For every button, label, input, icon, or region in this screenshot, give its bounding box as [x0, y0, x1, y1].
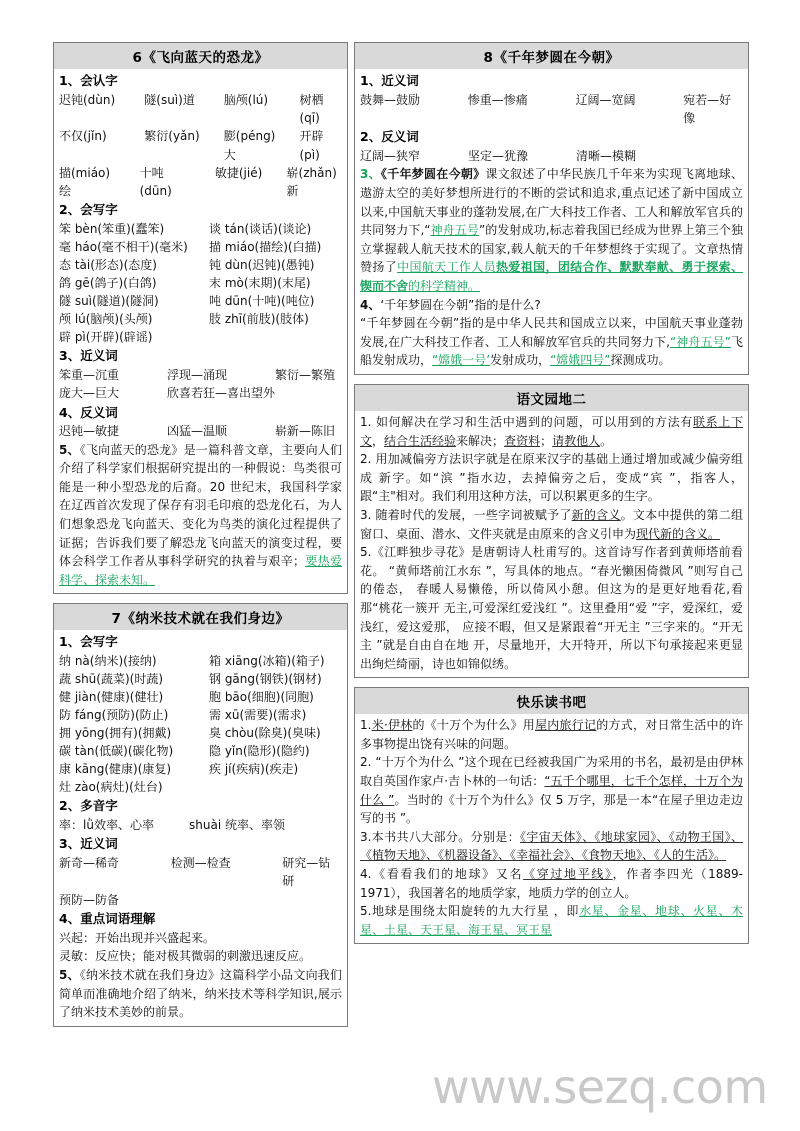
- write-char-cell: 臭 chòu(除臭)(臭味): [209, 726, 321, 741]
- write-char-row: [59, 742, 342, 760]
- char-cell: 树栖(qī): [299, 92, 324, 126]
- synonym-cell: 辽阔—宽阔: [575, 92, 636, 107]
- item-text: 本书共八大部分。分别是：: [371, 829, 520, 844]
- char-cell: 繁衍(yǎn): [144, 129, 200, 144]
- write-char-row: [59, 220, 342, 238]
- summary-text: 《纳米技术就在我们身边》这篇科学小品文向我们简单而准确地介绍了纳米，纳米技术等科学知识,展示了纳米技术美妙的前景。: [59, 967, 342, 1020]
- char-row: [59, 127, 342, 163]
- list-item: [360, 716, 743, 753]
- highlighted-text: “神舟五号”: [670, 334, 731, 349]
- panel-title-lesson-8: 8《千年梦圆在今朝》: [355, 43, 748, 69]
- antonym-cell: 清晰—模糊: [576, 149, 637, 164]
- panel-body-lesson-6: [54, 69, 347, 593]
- write-char-cell: 纳 nà(纳米)(接纳): [59, 654, 157, 669]
- item-number: 3.: [360, 507, 372, 522]
- antonym-cell: 迟钝—敏捷: [59, 424, 120, 439]
- answer-text: 飞船发射成功，: [360, 334, 743, 368]
- list-item: [360, 753, 743, 827]
- write-char-row: [59, 292, 342, 310]
- list-item: [360, 902, 743, 939]
- item-text: “十万个为什么 ”这个现在已经被我国广为采用的书名，最初是由伊林 取自英国作家卢·吉卜林的一句话：: [360, 755, 743, 789]
- char-row: [59, 91, 342, 127]
- item-number: 1.: [360, 718, 372, 733]
- write-char-row: [59, 310, 342, 328]
- section-title-polyphones: 2、多音字: [59, 798, 118, 814]
- item-text: 如何解决在学习和生活中遇到的问题，可以用到的方法有: [371, 414, 693, 429]
- antonym-row: [360, 147, 743, 165]
- left-column: [53, 42, 348, 1027]
- item-text: 。: [600, 433, 613, 448]
- summary-text: 课文叙述了中华民族几千年来为实现飞离地球、遨游太空的美好梦想所进行的不断的尝试和追求,重点记述了新中国成立以来,中国航天事业的蓬勃发展,在广大科技工作者、工人和解放军官兵的共同努力下,“: [360, 167, 743, 238]
- highlighted-text: “嫦娥一号’: [432, 353, 491, 368]
- underlined-text: 结合生活经验: [384, 433, 457, 448]
- item-number: 2.: [360, 452, 372, 467]
- synonym-cell: 预防—防备: [59, 892, 120, 907]
- write-char-row: [59, 256, 342, 274]
- underlined-text: 新的含义: [571, 507, 621, 522]
- synonym-cell: 繁衍—繁殖: [275, 368, 336, 383]
- section-title-key-words: 4、重点词语理解: [59, 910, 156, 926]
- underlined-text: 《宇宙天体》、《地球家园》、《动物王国》、《植物天地》、《机器设备》、《幸福社会》、《食物天地》、《人的生活》。: [360, 829, 743, 863]
- panel-kuaile-dushuba: [354, 687, 749, 944]
- write-char-cell: 防 fáng(预防)(防止): [59, 708, 169, 723]
- answer-text: 发射成功，: [490, 353, 551, 368]
- char-row: [59, 164, 342, 200]
- write-char-cell: 康 kāng(健康)(康复): [59, 762, 172, 777]
- synonym-cell: 笨重—沉重: [59, 368, 120, 383]
- underlined-text: “五千个哪里，七千个怎样，十万个为什么 ”: [360, 774, 743, 807]
- write-char-row: [59, 724, 342, 742]
- write-char-cell: 胞 bāo(细胞)(同胞): [209, 690, 314, 705]
- write-char-cell: 钢 gāng(钢铁)(钢材): [209, 672, 322, 687]
- synonym-cell: 欣喜若狂—喜出望外: [167, 386, 276, 401]
- item-number: 3、: [360, 167, 381, 182]
- write-char-cell: 谈 tán(谈话)(谈论): [209, 222, 312, 237]
- write-char-cell: 拥 yōng(拥有)(拥戴): [59, 726, 172, 741]
- list-item: [360, 865, 743, 902]
- item-text: 地球是围绕太阳旋转的九大行星 ，即: [371, 904, 580, 919]
- write-char-cell: 健 jiàn(健康)(健壮): [59, 690, 164, 705]
- panel-lesson-7: [53, 603, 348, 1026]
- item-number: 3.: [360, 829, 372, 844]
- antonym-cell: 崭新—陈旧: [275, 424, 336, 439]
- write-char-row: [59, 688, 342, 706]
- item-number: 5、: [59, 967, 80, 982]
- char-cell: 脑颅(lú): [223, 92, 269, 107]
- write-char-cell: 箱 xiāng(冰箱)(箱子): [209, 654, 325, 669]
- synonym-cell: 检测—检查: [170, 856, 231, 871]
- char-cell: 开辟(pì): [299, 129, 324, 162]
- underlined-text: 屋内旅行记: [535, 718, 597, 733]
- section-title-antonyms: 4、反义词: [59, 404, 118, 420]
- book-title: 《千年梦圆在今朝》: [380, 167, 486, 182]
- write-char-cell: 鸽 gē(鸽子)(白鸽): [59, 276, 157, 291]
- antonym-cell: 凶猛—温顺: [167, 424, 228, 439]
- panel-title-lesson-6: 6《飞向蓝天的恐龙》: [54, 43, 347, 69]
- item-number: 5.: [360, 545, 372, 560]
- write-char-cell: 颅 lú(脑颅)(头颅): [59, 312, 153, 327]
- antonym-row: [59, 422, 342, 440]
- item-text: 。文本中提供的第二组窗口、桌面、潜水、文件夹就是由原来的含义引申为: [360, 507, 743, 541]
- list-item: [360, 413, 743, 450]
- panel-body-lesson-8: [355, 69, 748, 374]
- panel-lesson-6: [53, 42, 348, 594]
- highlighted-bold-text: 热爱祖国，团结合作、默默奉献、勇于探索、锲而不舍: [360, 260, 743, 294]
- summary-text: ”的发射成功,标志着我国已经成为世界上第三个独立掌握载人航天技术的国家,载人航天的千年梦想终于实现了。文章热情赞扬了: [360, 223, 743, 275]
- write-char-cell: 吨 dūn(十吨)(吨位): [209, 294, 315, 309]
- write-char-cell: 疾 jí(疾病)(疾走): [209, 762, 299, 777]
- section-title-write-chars: 1、会写字: [59, 634, 118, 650]
- char-cell: 迟钝(dùn): [59, 92, 116, 107]
- item-text: ，: [372, 433, 385, 448]
- write-char-row: [59, 274, 342, 292]
- write-char-row: [59, 760, 342, 778]
- item-text: 随着时代的发展，一些字词被赋予了: [371, 507, 572, 522]
- write-char-cell: 蔬 shū(蔬菜)(时蔬): [59, 672, 164, 687]
- synonym-cell: 鼓舞—鼓励: [360, 92, 421, 107]
- section-title-synonyms: 3、近义词: [59, 836, 118, 852]
- write-char-cell: 毫 háo(毫不相干)(毫米): [59, 240, 188, 255]
- panel-body-yuwen-yuandi: [355, 411, 748, 677]
- char-cell: 十吨(dūn): [139, 165, 172, 199]
- synonym-row: [360, 91, 743, 127]
- underlined-text: 现代新的含义。: [636, 526, 721, 541]
- panel-title-yuwen-yuandi: 语文园地二: [355, 385, 748, 411]
- item-text: 《看看我们的地球》又名: [371, 867, 524, 882]
- highlighted-text: 的科学精神。: [408, 279, 481, 294]
- polyphone-row: [59, 816, 342, 834]
- write-char-row: [59, 778, 342, 796]
- question-paragraph-lesson-8: [360, 296, 743, 315]
- highlighted-text: 神舟五号: [430, 223, 479, 238]
- panel-title-kuaile-dushuba: 快乐读书吧: [355, 688, 748, 714]
- char-cell: 敏捷(jié): [214, 165, 263, 180]
- write-char-cell: 碳 tàn(低碳)(碳化物): [59, 744, 174, 759]
- write-char-cell: 末 mò(末期)(末尾): [209, 276, 311, 291]
- highlighted-text: 要热爱科学、探索未知。: [59, 554, 342, 587]
- section-title-antonyms: 2、反义词: [360, 129, 419, 145]
- section-title-recognize-chars: 1、会认字: [59, 73, 118, 88]
- synonym-cell: 庞大—巨大: [59, 386, 120, 401]
- write-char-cell: 辟 pì(开辟)(辟谣): [59, 330, 153, 345]
- item-text: ；: [540, 433, 553, 448]
- polyphone-cell: 率：lǜ效率、心率: [59, 818, 154, 833]
- write-char-row: [59, 238, 342, 256]
- panel-title-lesson-7: 7《纳米技术就在我们身边》: [54, 604, 347, 630]
- antonym-cell: 辽阔—狭窄: [360, 149, 421, 164]
- synonym-cell: 研究—钻研: [282, 856, 331, 889]
- summary-paragraph-lesson-7: [59, 966, 342, 1022]
- synonym-row: [59, 384, 342, 402]
- answer-text: “千年梦圆在今朝”指的是中华人民共和国成立以来，中国航天事业蓬勃发展,在广大科技工作者、工人和解放军官兵的共同努力下,: [360, 316, 743, 349]
- two-column-layout: [53, 42, 749, 1027]
- item-number: 5、: [59, 442, 80, 457]
- synonym-row: [59, 891, 342, 909]
- highlighted-text: 水星、金星、地球、火星、木星、土星、天王星、海王星、冥王星: [360, 904, 743, 937]
- item-text: 用加减偏旁方法识字就是在原来汉字的基础上通过增加或减少偏旁组成 新字。如“滨 ”指水边，去掉偏旁之后，变成“宾 ”，指客人，跟“主"相对。我们利用这种方法，可以积累更多的生字。: [360, 452, 743, 504]
- item-number: 2.: [360, 755, 372, 770]
- summary-paragraph-lesson-8: [360, 165, 743, 295]
- panel-body-lesson-7: [54, 630, 347, 1025]
- item-text: 的《十万个为什么》用: [412, 718, 535, 733]
- write-char-cell: 灶 zào(病灶)(灶台): [59, 780, 163, 795]
- highlighted-text: 中国航天工作人员: [397, 260, 497, 275]
- write-char-cell: 肢 zhī(前肢)(肢体): [209, 312, 309, 327]
- answer-text: 探测成功。: [610, 353, 671, 368]
- underlined-text: 米·伊林: [371, 718, 413, 733]
- char-cell: 不仅(jǐn): [59, 129, 107, 144]
- list-item: [360, 828, 743, 865]
- summary-paragraph-lesson-6: [59, 441, 342, 590]
- char-cell: 描(miáo)绘: [59, 165, 111, 199]
- underlined-text: 查资料: [504, 433, 541, 448]
- write-char-cell: 描 miáo(描绘)(白描): [209, 240, 322, 255]
- summary-text: 《飞向蓝天的恐龙》是一篇科普文章，主要向人们介绍了科学家们根据研究提出的一种假说：鸟类很可能是一种小型恐龙的后裔。20 世纪末，我国科学家在辽西首次发现了保存有羽毛印痕的恐龙化石，为人们想象恐龙飞向蓝天、变化为鸟类的演化过程提供了证据；告诉我们要了解恐龙飞向蓝天的演变过程，要体会科学工作者从事科学研究的执着与艰辛；: [59, 442, 342, 569]
- write-char-cell: [209, 328, 342, 346]
- item-text: 《江畔独步寻花》是唐朝诗人杜甫写的。这首诗写作者到黄师塔前看花。 “黄师塔前江水东 ”，写具体的地点。“春光懒困倚微风 ”则写自己的倦态， 春暖人易懒倦，所以倚风小憩。但这为的是更好地看花,看那“桃花一簇开 无主,可爱深红爱浅红 ”。这里叠用“爱 ”字，爱深红，爱浅红，爱这爱那， 应接不暇，但又是紧跟着“开无主 ”三字来的。“开无主 ”就是自由自在地 开，尽量地开，大开特开，所以下句承接起来更显出绚烂绮丽，诗也如锦似绣。: [360, 545, 743, 671]
- list-item: [360, 543, 743, 673]
- right-column: [354, 42, 749, 944]
- synonym-cell: 惨重—惨痛: [467, 92, 528, 107]
- underlined-text: 《穿过地平线》: [523, 867, 613, 882]
- write-char-cell: 态 tài(形态)(态度): [59, 258, 157, 273]
- write-char-cell: 隐 yǐn(隐形)(隐约): [209, 744, 310, 759]
- item-text: 来解决；: [456, 433, 505, 448]
- panel-body-kuaile-dushuba: [355, 714, 748, 943]
- synonym-cell: 浮现—涌现: [167, 368, 228, 383]
- item-number: 4、: [360, 297, 381, 312]
- synonym-cell: 新奇—稀奇: [59, 856, 120, 871]
- item-number: 5.: [360, 904, 372, 919]
- section-title-synonyms: 1、近义词: [360, 73, 419, 88]
- write-char-cell: 需 xū(需要)(需求): [209, 708, 307, 723]
- synonym-row: [59, 366, 342, 384]
- underlined-text: 联系上下文: [360, 414, 743, 448]
- write-char-row: [59, 706, 342, 724]
- item-text: 的方式，对日常生活中的许多事物提出饶有兴味的问题。: [360, 718, 743, 751]
- answer-paragraph-lesson-8: [360, 314, 743, 370]
- section-title-write-chars: 2、会写字: [59, 202, 118, 218]
- write-char-cell: 钝 dùn(迟钝)(愚钝): [209, 258, 315, 273]
- item-number: 1.: [360, 414, 372, 429]
- panel-lesson-8: [354, 42, 749, 375]
- item-number: 4.: [360, 867, 372, 882]
- synonym-row: [59, 854, 342, 890]
- write-char-row: [59, 652, 342, 670]
- write-char-row: [59, 670, 342, 688]
- key-word-definition: 兴起：开始出现并兴盛起来。: [59, 930, 216, 945]
- write-char-cell: [209, 778, 342, 796]
- char-cell: 隧(suì)道: [144, 92, 195, 107]
- panel-yuwen-yuandi: [354, 384, 749, 678]
- section-title-synonyms: 3、近义词: [59, 348, 118, 364]
- write-char-cell: 隧 suì(隧道)(隧洞): [59, 294, 159, 309]
- highlighted-text: “嫦娥四号”: [550, 353, 611, 368]
- question-text: ‘千年梦圆在今朝”指的是什么?: [380, 297, 541, 312]
- antonym-cell: 坚定—犹豫: [468, 149, 529, 164]
- char-cell: 膨(péng)大: [223, 129, 276, 162]
- item-text: ，作者李四光（1889-1971），我国著名的地质学家，地质力学的创立人。: [360, 867, 743, 900]
- synonym-cell: 宛若—好像: [683, 92, 732, 126]
- write-char-cell: 笨 bèn(笨重)(蠢笨): [59, 222, 165, 237]
- list-item: [360, 506, 743, 543]
- char-cell: 崭(zhǎn)新: [286, 165, 337, 199]
- list-item: [360, 450, 743, 506]
- write-char-row: [59, 328, 342, 346]
- item-text: 。当时的《十万个为什么》仅 5 万字，那是一本“在屋子里边走边写的书 ”。: [360, 792, 743, 826]
- site-watermark: www.sezq.com: [432, 1060, 768, 1114]
- polyphone-cell: shuài 统率、率领: [189, 818, 285, 833]
- underlined-text: 请教他人: [552, 433, 601, 448]
- key-word-definition: 灵敏：反应快；能对极其微弱的刺激迅速反应。: [59, 949, 312, 964]
